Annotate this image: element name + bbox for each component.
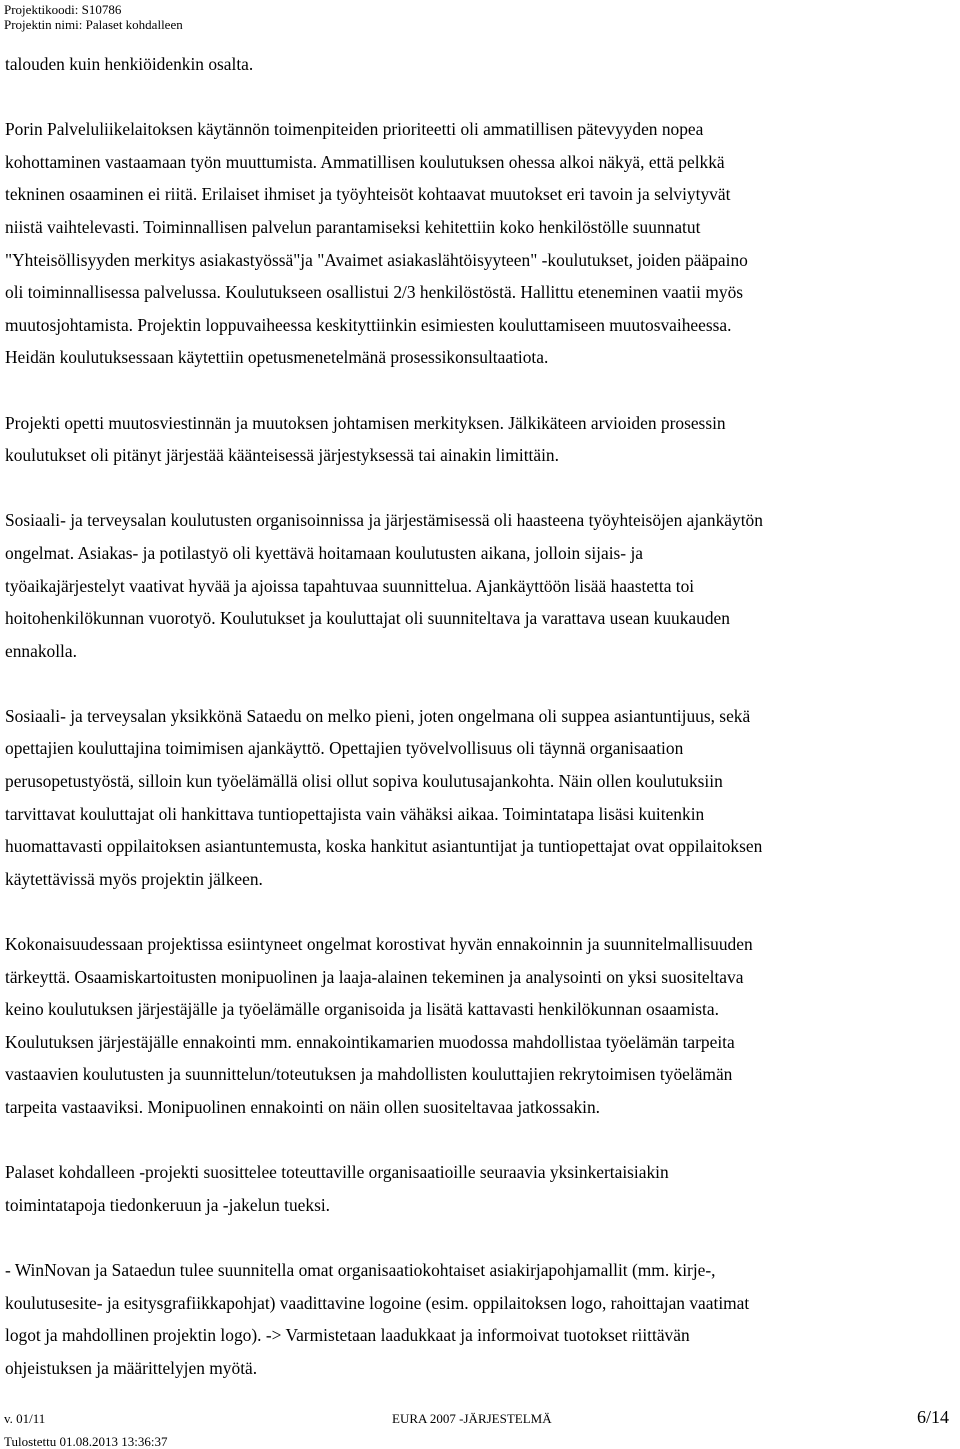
text-line: Sosiaali- ja terveysalan yksikkönä Sataedu on melko pieni, joten ongelmana oli suppea asiantuntijuus, sekä	[5, 705, 751, 726]
page-number: 6/14	[917, 1407, 950, 1427]
text-line: oli toiminnallisessa palvelussa. Koulutukseen osallistui 2/3 henkilöstöstä. Hallittu eteneminen vaatii myös	[5, 282, 744, 303]
text-line: ennakolla.	[5, 640, 77, 661]
text-line: koulutusesite- ja esitysgrafiikkapohjat) vaadittavine logoine (esim. oppilaitoksen logo, rahoittajan vaatimat	[5, 1292, 750, 1313]
text-line: logot ja mahdollinen projektin logo). -> Varmistetaan laadukkaat ja informoivat tuotokset riittävän	[5, 1325, 690, 1346]
text-line: Palaset kohdalleen -projekti suosittelee toteuttaville organisaatioille seuraavia yksinkertaisiakin	[5, 1162, 669, 1183]
paragraph-gap	[5, 895, 957, 928]
text-line: - WinNovan ja Sataedun tulee suunnitella omat organisaatiokohtaiset asiakirjapohjamallit (mm. kirje-,	[5, 1259, 716, 1280]
project-name: Projektin nimi: Palaset kohdalleen	[4, 17, 183, 32]
text-line: opettajien kouluttajina toimimisen ajankäyttö. Opettajien työvelvollisuus oli täynnä organisaation	[5, 738, 684, 759]
text-line: toimintatapoja tiedonkeruun ja -jakelun tueksi.	[5, 1194, 331, 1215]
paragraph-gap	[5, 472, 957, 505]
text-line: Sosiaali- ja terveysalan koulutusten organisoinnissa ja järjestämisessä oli haasteena työyhteisöjen ajankäytön	[5, 510, 763, 531]
paragraph-gap	[5, 1124, 957, 1157]
paragraph-gap	[5, 667, 957, 700]
text-line: Kokonaisuudessaan projektissa esiintyneet ongelmat korostivat hyvän ennakoinnin ja suunnitelmallisuuden	[5, 934, 753, 955]
text-line: tarpeita vastaaviksi. Monipuolinen ennakointi on näin ollen suositeltavaa jatkossakin.	[5, 1097, 601, 1117]
text-line: muutosjohtamista. Projektin loppuvaiheessa keskityttiinkin esimiesten kouluttamiseen muutosvaiheessa.	[5, 314, 732, 335]
text-line: huomattavasti oppilaitoksen asiantuntemusta, koska hankitut asiantuntijat ja tuntiopettajat ovat oppilaitoksen	[5, 836, 763, 857]
text-line: tekninen osaaminen ei riitä. Erilaiset ihmiset ja työyhteisöt kohtaavat muutokset eri tavoin ja selviytyvät	[5, 184, 731, 205]
text-line: käytettävissä myös projektin jälkeen.	[5, 868, 263, 889]
text-line: "Yhteisöllisyyden merkitys asiakastyössä"ja "Avaimet asiakaslähtöisyyteen" -koulutukset, joiden pääpaino	[5, 249, 748, 270]
text-line: kohottaminen vastaamaan työn muuttumista. Ammatillisen koulutuksen ohessa alkoi näkyä, että pelkkä	[5, 151, 725, 172]
paragraph-gap	[5, 374, 957, 407]
text-line: tärkeyttä. Osaamiskartoitusten monipuolinen ja laaja-alainen tekeminen ja analysointi on yksi suositeltava	[5, 966, 744, 987]
text-line: Projekti opetti muutosviestinnän ja muutoksen johtamisen merkityksen. Jälkikäteen arvioiden prosessin	[5, 412, 726, 433]
text-line: Porin Palveluliikelaitoksen käytännön toimenpiteiden prioriteetti oli ammatillisen pätevyyden nopea	[5, 119, 704, 140]
text-line: niistä vaihtelevasti. Toiminnallisen palvelun parantamiseksi kehitettiin koko henkilöstölle suunnatut	[5, 216, 701, 237]
text-line: perusopetustyöstä, silloin kun työelämällä olisi ollut sopiva koulutusajankohta. Näin ollen koulutuksiin	[5, 771, 723, 792]
text-line: ongelmat. Asiakas- ja potilastyö oli kyettävä hoitamaan koulutusten aikana, jolloin sijais- ja	[5, 542, 644, 563]
text-line: ohjeistuksen ja määrittelyjen myötä.	[5, 1357, 258, 1378]
text-line: tarvittavat kouluttajat oli hankittava tuntiopettajista vain vähäksi aikaa. Toimintatapa lisäsi kuitenkin	[5, 803, 705, 824]
document-body	[5, 48, 957, 1384]
paragraph-gap	[5, 1221, 957, 1254]
text-line: hoitohenkilökunnan vuorotyö. Koulutukset ja kouluttajat oli suunniteltava ja varattava usean kuukauden	[5, 608, 730, 629]
footer-system-name: EURA 2007 -JÄRJESTELMÄ	[392, 1411, 552, 1426]
text-line: talouden kuin henkiöidenkin osalta.	[5, 54, 254, 74]
footer-version: v. 01/11	[4, 1411, 46, 1426]
text-line: keino koulutuksen järjestäjälle ja työelämälle organisoida ja lisätä kattavasti henkilökunnan osaamista.	[5, 999, 719, 1020]
footer-printed-timestamp: Tulostettu 01.08.2013 13:36:37	[4, 1434, 168, 1449]
project-code: Projektikoodi: S10786	[4, 2, 122, 17]
text-line: Heidän koulutuksessaan käytettiin opetusmenetelmänä prosessikonsultaatiota.	[5, 347, 549, 368]
text-line: työaikajärjestelyt vaativat hyvää ja ajoissa tapahtuvaa suunnittelua. Ajankäyttöön lisää haastetta toi	[5, 575, 695, 596]
text-line: koulutukset oli pitänyt järjestää käänteisessä järjestyksessä tai ainakin limittäin.	[5, 445, 559, 466]
text-line: vastaavien koulutusten ja suunnittelun/toteutuksen ja mahdollisten kouluttajien rekrytoimisen työelämän	[5, 1064, 733, 1085]
text-line: Koulutuksen järjestäjälle ennakointi mm. ennakointikamarien muodossa mahdollistaa työelämän tarpeita	[5, 1031, 735, 1052]
paragraph-gap	[5, 81, 957, 114]
